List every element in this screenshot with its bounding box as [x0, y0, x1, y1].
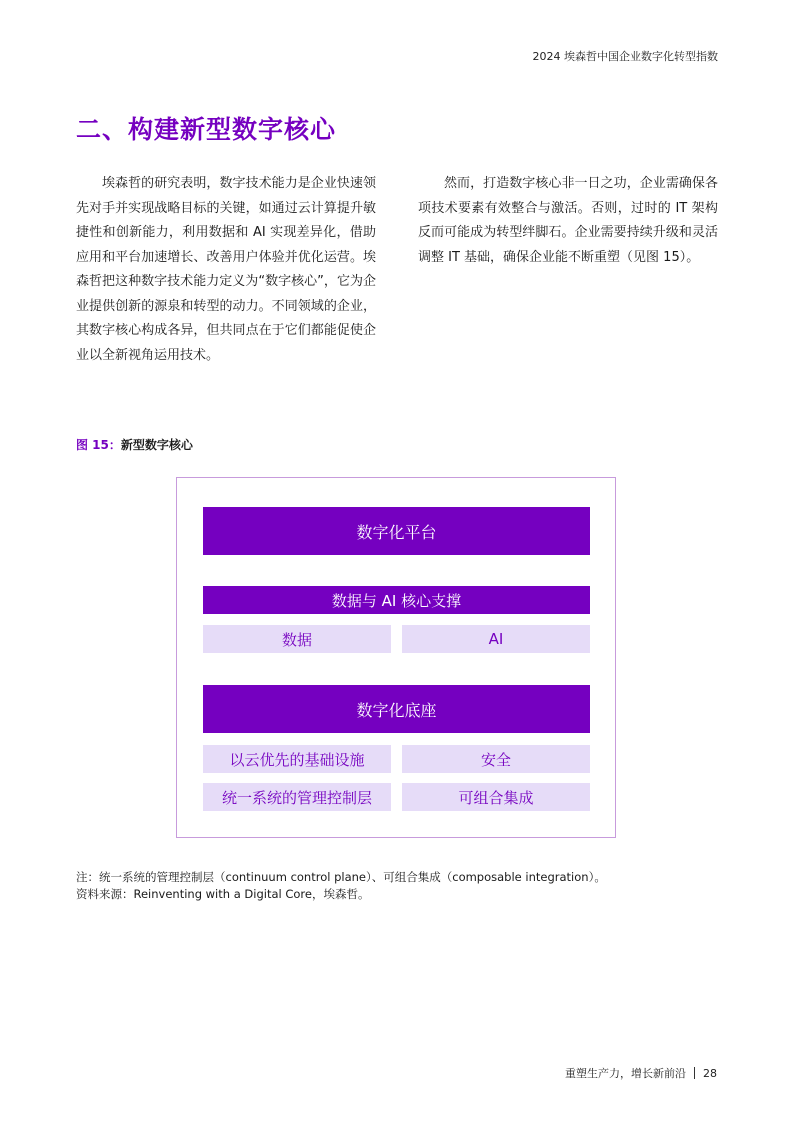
figure-caption [76, 436, 193, 453]
composable-cell: 可组合集成 [402, 783, 590, 811]
figure-title: 新型数字核心 [120, 438, 193, 452]
page-number: 28 [703, 1066, 717, 1080]
footer-text: 重塑生产力，增长新前沿 [565, 1067, 686, 1080]
platform-bar: 数字化平台 [203, 507, 590, 555]
left-column-paragraph: 埃森哲的研究表明，数字技术能力是企业快速领先对手并实现战略目标的关键，如通过云计算提升敏捷性和创新能力，利用数据和 AI 实现差异化，借助应用和平台加速增长、改善用户体验并优化运营。埃森哲把这种数字技术能力定义为“数字核心”，它为企业提供创新的源泉和转型的动力。不同领域的企业，其数字核心构成各异，但共同点在于它们都能促使企业以全新视角运用技术。 [76, 176, 376, 363]
page-footer [565, 1065, 717, 1081]
continuum-cell: 统一系统的管理控制层 [203, 783, 391, 811]
running-header: 2024 埃森哲中国企业数字化转型指数 [532, 50, 718, 63]
source-text: 资料来源：Reinventing with a Digital Core，埃森哲。 [76, 887, 370, 901]
digital-core-diagram [176, 477, 616, 838]
right-column-paragraph: 然而，打造数字核心非一日之功，企业需确保各项技术要素有效整合与激活。否则，过时的 IT 架构反而可能成为转型绊脚石。企业需要持续升级和灵活调整 IT 基础，确保企业能不断重塑（见图 15）。 [418, 176, 718, 265]
figure-number: 图 15： [76, 438, 121, 452]
figure-notes [76, 869, 606, 903]
base-bar: 数字化底座 [203, 685, 590, 733]
cloud-first-cell: 以云优先的基础设施 [203, 745, 391, 773]
security-cell: 安全 [402, 745, 590, 773]
ai-cell: AI [402, 625, 590, 653]
section-title: 二、构建新型数字核心 [76, 115, 337, 144]
data-ai-core-bar: 数据与 AI 核心支撑 [203, 586, 590, 614]
data-cell: 数据 [203, 625, 391, 653]
note-text: 注：统一系统的管理控制层（continuum control plane）、可组合集成（composable integration）。 [76, 870, 606, 884]
footer-divider [694, 1067, 695, 1079]
